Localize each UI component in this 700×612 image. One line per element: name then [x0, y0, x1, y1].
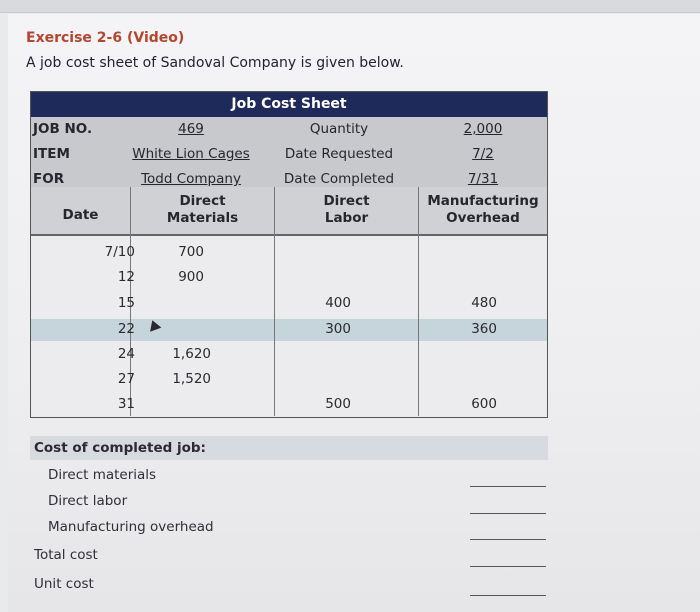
exercise-description: A job cost sheet of Sandoval Company is given below.: [26, 55, 404, 71]
date-requested-value: 7/2: [472, 146, 494, 162]
manufacturing-overhead-header-line2: Overhead: [446, 210, 520, 226]
total-cost-label: Total cost: [34, 547, 98, 563]
browser-top-strip: [0, 0, 700, 13]
column-divider: [274, 187, 275, 416]
column-divider: [418, 187, 419, 416]
item-label: ITEM: [33, 146, 70, 162]
direct-materials-header-line1: Direct: [179, 193, 226, 209]
row-date: 22: [117, 321, 135, 337]
date-column-header: Date: [62, 207, 99, 223]
row-manufacturing-overhead: 480: [471, 295, 497, 311]
row-direct-labor: 500: [325, 396, 351, 412]
row-direct-materials: 1,520: [172, 371, 211, 387]
exercise-title: Exercise 2-6 (Video): [26, 30, 185, 46]
item-value: White Lion Cages: [132, 146, 250, 162]
quantity-value: 2,000: [463, 121, 503, 137]
date-requested-label: Date Requested: [284, 146, 394, 162]
direct-labor-header-line1: Direct: [323, 193, 370, 209]
row-date: 27: [117, 371, 135, 387]
direct-labor-label: Direct labor: [48, 493, 128, 509]
row-date: 24: [117, 346, 135, 362]
direct-labor-header-line2: Labor: [324, 210, 369, 226]
job-no-value: 469: [178, 121, 204, 137]
direct-labor-answer-field[interactable]: [470, 513, 546, 514]
direct-materials-answer-field[interactable]: [470, 486, 546, 487]
total-cost-answer-field[interactable]: [470, 566, 546, 567]
for-label: FOR: [33, 171, 65, 187]
manufacturing-overhead-answer-field[interactable]: [470, 539, 546, 540]
quantity-label: Quantity: [309, 121, 369, 137]
cost-of-completed-title: Cost of completed job:: [34, 440, 206, 456]
row-direct-materials: 1,620: [172, 346, 211, 362]
row-date: 31: [117, 396, 135, 412]
date-completed-label: Date Completed: [283, 171, 395, 187]
row-direct-materials: 900: [178, 269, 204, 285]
manufacturing-overhead-header-line1: Manufacturing: [427, 193, 539, 209]
row-direct-labor: 300: [325, 321, 351, 337]
unit-cost-answer-field[interactable]: [470, 595, 546, 596]
row-date: 12: [117, 269, 135, 285]
manufacturing-overhead-label: Manufacturing overhead: [48, 519, 214, 535]
row-direct-labor: 400: [325, 295, 351, 311]
for-value: Todd Company: [141, 171, 241, 187]
unit-cost-label: Unit cost: [34, 576, 94, 592]
row-date: 7/10: [104, 244, 135, 260]
date-completed-value: 7/31: [467, 171, 499, 187]
sheet-info-block: [31, 117, 547, 188]
job-cost-sheet: [30, 91, 548, 418]
direct-materials-header-line2: Materials: [166, 210, 239, 226]
sheet-title: Job Cost Sheet: [31, 92, 547, 117]
row-direct-materials: 700: [178, 244, 204, 260]
row-date: 15: [117, 295, 135, 311]
row-manufacturing-overhead: 600: [471, 396, 497, 412]
job-no-label: JOB NO.: [33, 121, 93, 137]
column-header-row: [31, 187, 547, 236]
row-manufacturing-overhead: 360: [471, 321, 497, 337]
direct-materials-label: Direct materials: [48, 467, 157, 483]
